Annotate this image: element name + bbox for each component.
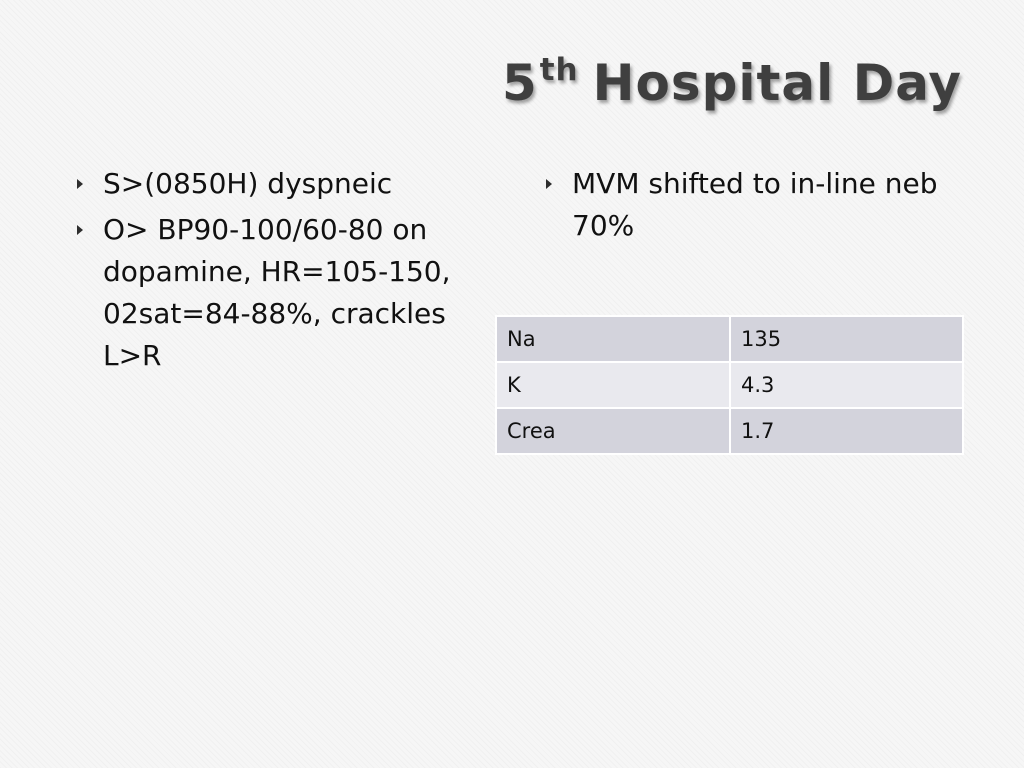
title-text: Hospital Day xyxy=(592,54,962,112)
bullet-text: O> BP90-100/60-80 on dopamine, HR=105-150, 02sat=84-88%, crackles L>R xyxy=(103,213,451,372)
title-superscript: th xyxy=(539,52,579,88)
bullet-item-mvm xyxy=(544,163,974,247)
bullet-text: S>(0850H) dyspneic xyxy=(103,167,393,200)
lab-value-cell: 4.3 xyxy=(730,362,963,408)
table-row xyxy=(496,408,963,454)
lab-name-cell: K xyxy=(496,362,730,408)
triangle-bullet-icon xyxy=(77,225,83,235)
triangle-bullet-icon xyxy=(546,179,552,189)
lab-name-cell: Na xyxy=(496,316,730,362)
table-row xyxy=(496,316,963,362)
bullet-text: MVM shifted to in-line neb 70% xyxy=(572,167,938,242)
slide-title xyxy=(502,52,962,112)
lab-values-table xyxy=(495,315,964,455)
left-bullet-list xyxy=(75,163,470,381)
lab-name-cell: Crea xyxy=(496,408,730,454)
triangle-bullet-icon xyxy=(77,179,83,189)
table-row xyxy=(496,362,963,408)
lab-value-cell: 135 xyxy=(730,316,963,362)
bullet-item-objective xyxy=(75,209,470,377)
right-bullet-list xyxy=(544,163,974,251)
lab-value-cell: 1.7 xyxy=(730,408,963,454)
title-number: 5 xyxy=(501,54,538,112)
bullet-item-subjective xyxy=(75,163,470,205)
